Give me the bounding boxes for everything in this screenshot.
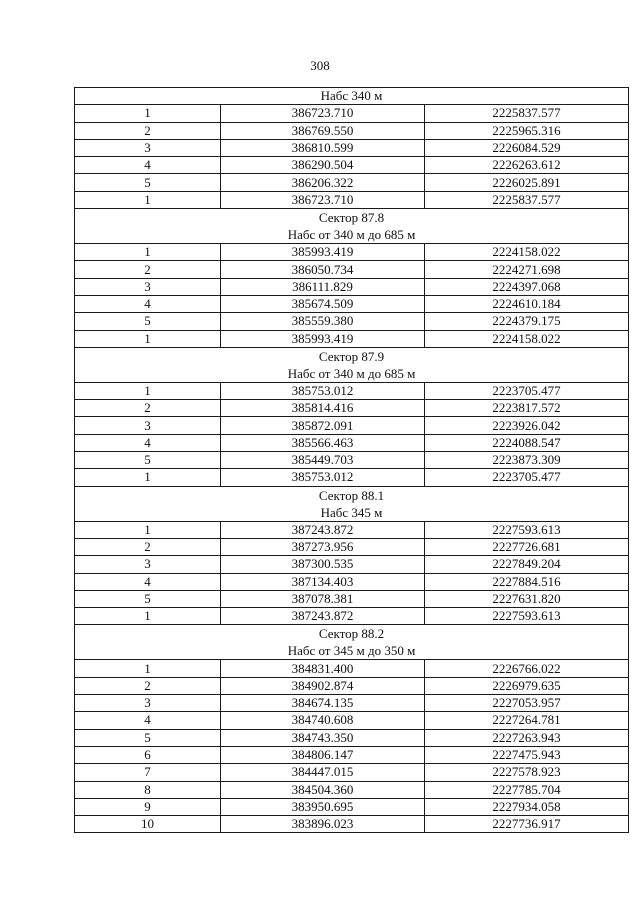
y-coordinate-cell: 2227934.058 <box>425 798 629 815</box>
y-coordinate-cell: 2226025.891 <box>425 174 629 191</box>
table-row <box>75 382 629 399</box>
table-row <box>75 434 629 451</box>
section-title <box>75 347 629 382</box>
point-number-cell: 3 <box>75 417 221 434</box>
table-row <box>75 590 629 607</box>
section-title-line: Набс 345 м <box>320 504 383 520</box>
y-coordinate-cell: 2225837.577 <box>425 105 629 122</box>
point-number-cell: 4 <box>75 434 221 451</box>
point-number-cell: 8 <box>75 781 221 798</box>
section-title-line: Сектор 88.2 <box>318 626 385 642</box>
section-title-line: Набс от 340 м до 685 м <box>287 365 416 381</box>
table-row <box>75 781 629 798</box>
y-coordinate-cell: 2224158.022 <box>425 244 629 261</box>
y-coordinate-cell: 2225965.316 <box>425 122 629 139</box>
x-coordinate-cell: 385753.012 <box>221 469 425 486</box>
section-title-line: Сектор 88.1 <box>318 487 385 503</box>
x-coordinate-cell: 383950.695 <box>221 798 425 815</box>
point-number-cell: 5 <box>75 590 221 607</box>
section-title-line: Набс от 340 м до 685 м <box>287 227 416 243</box>
y-coordinate-cell: 2227593.613 <box>425 608 629 625</box>
x-coordinate-cell: 385674.509 <box>221 295 425 312</box>
table-row <box>75 330 629 347</box>
point-number-cell: 2 <box>75 122 221 139</box>
table-row <box>75 157 629 174</box>
y-coordinate-cell: 2224158.022 <box>425 330 629 347</box>
y-coordinate-cell: 2224397.068 <box>425 278 629 295</box>
table-row <box>75 677 629 694</box>
x-coordinate-cell: 387243.872 <box>221 608 425 625</box>
point-number-cell: 1 <box>75 191 221 208</box>
point-number-cell: 4 <box>75 157 221 174</box>
x-coordinate-cell: 384743.350 <box>221 729 425 746</box>
y-coordinate-cell: 2223926.042 <box>425 417 629 434</box>
point-number-cell: 1 <box>75 382 221 399</box>
table-row <box>75 452 629 469</box>
point-number-cell: 3 <box>75 139 221 156</box>
section-header-row <box>75 209 629 244</box>
section-title <box>75 209 629 244</box>
x-coordinate-cell: 386206.322 <box>221 174 425 191</box>
table-row <box>75 261 629 278</box>
table-row <box>75 712 629 729</box>
section-title-line: Набс 340 м <box>320 88 383 104</box>
x-coordinate-cell: 384806.147 <box>221 746 425 763</box>
y-coordinate-cell: 2227578.923 <box>425 764 629 781</box>
y-coordinate-cell: 2224379.175 <box>425 313 629 330</box>
coordinates-table <box>74 87 629 833</box>
y-coordinate-cell: 2227849.204 <box>425 556 629 573</box>
point-number-cell: 2 <box>75 538 221 555</box>
point-number-cell: 9 <box>75 798 221 815</box>
table-row <box>75 122 629 139</box>
y-coordinate-cell: 2224271.698 <box>425 261 629 278</box>
point-number-cell: 4 <box>75 573 221 590</box>
table-row <box>75 244 629 261</box>
y-coordinate-cell: 2223817.572 <box>425 400 629 417</box>
point-number-cell: 1 <box>75 330 221 347</box>
x-coordinate-cell: 385566.463 <box>221 434 425 451</box>
y-coordinate-cell: 2227593.613 <box>425 521 629 538</box>
x-coordinate-cell: 385814.416 <box>221 400 425 417</box>
point-number-cell: 5 <box>75 174 221 191</box>
table-row <box>75 278 629 295</box>
table-row <box>75 746 629 763</box>
y-coordinate-cell: 2227736.917 <box>425 816 629 833</box>
x-coordinate-cell: 385559.380 <box>221 313 425 330</box>
table-row <box>75 191 629 208</box>
table-row <box>75 139 629 156</box>
x-coordinate-cell: 386290.504 <box>221 157 425 174</box>
table-row <box>75 608 629 625</box>
x-coordinate-cell: 385753.012 <box>221 382 425 399</box>
x-coordinate-cell: 386050.734 <box>221 261 425 278</box>
x-coordinate-cell: 387134.403 <box>221 573 425 590</box>
section-title <box>75 486 629 521</box>
x-coordinate-cell: 384831.400 <box>221 660 425 677</box>
point-number-cell: 7 <box>75 764 221 781</box>
point-number-cell: 5 <box>75 729 221 746</box>
x-coordinate-cell: 384447.015 <box>221 764 425 781</box>
x-coordinate-cell: 385993.419 <box>221 244 425 261</box>
table-row <box>75 556 629 573</box>
x-coordinate-cell: 386769.550 <box>221 122 425 139</box>
section-header-row <box>75 88 629 105</box>
point-number-cell: 2 <box>75 677 221 694</box>
section-title-line: Сектор 87.8 <box>318 210 385 226</box>
y-coordinate-cell: 2226084.529 <box>425 139 629 156</box>
table-row <box>75 400 629 417</box>
table-row <box>75 695 629 712</box>
y-coordinate-cell: 2226979.635 <box>425 677 629 694</box>
point-number-cell: 1 <box>75 521 221 538</box>
coordinates-table-body <box>75 88 629 833</box>
y-coordinate-cell: 2227053.957 <box>425 695 629 712</box>
y-coordinate-cell: 2226263.612 <box>425 157 629 174</box>
y-coordinate-cell: 2227726.681 <box>425 538 629 555</box>
x-coordinate-cell: 386111.829 <box>221 278 425 295</box>
x-coordinate-cell: 386810.599 <box>221 139 425 156</box>
page-number: 308 <box>310 58 330 73</box>
section-title <box>75 625 629 660</box>
y-coordinate-cell: 2223705.477 <box>425 382 629 399</box>
x-coordinate-cell: 387243.872 <box>221 521 425 538</box>
table-row <box>75 417 629 434</box>
table-row <box>75 174 629 191</box>
x-coordinate-cell: 383896.023 <box>221 816 425 833</box>
section-header-row <box>75 625 629 660</box>
point-number-cell: 2 <box>75 261 221 278</box>
point-number-cell: 1 <box>75 244 221 261</box>
x-coordinate-cell: 386723.710 <box>221 191 425 208</box>
point-number-cell: 1 <box>75 608 221 625</box>
x-coordinate-cell: 387078.381 <box>221 590 425 607</box>
section-title <box>75 88 629 105</box>
point-number-cell: 1 <box>75 105 221 122</box>
table-row <box>75 295 629 312</box>
section-header-row <box>75 347 629 382</box>
point-number-cell: 5 <box>75 452 221 469</box>
point-number-cell: 5 <box>75 313 221 330</box>
y-coordinate-cell: 2226766.022 <box>425 660 629 677</box>
y-coordinate-cell: 2227263.943 <box>425 729 629 746</box>
y-coordinate-cell: 2227884.516 <box>425 573 629 590</box>
point-number-cell: 10 <box>75 816 221 833</box>
section-title-line: Набс от 345 м до 350 м <box>287 643 416 659</box>
table-row <box>75 105 629 122</box>
x-coordinate-cell: 385449.703 <box>221 452 425 469</box>
table-row <box>75 573 629 590</box>
point-number-cell: 4 <box>75 295 221 312</box>
table-row <box>75 538 629 555</box>
x-coordinate-cell: 384740.608 <box>221 712 425 729</box>
x-coordinate-cell: 386723.710 <box>221 105 425 122</box>
x-coordinate-cell: 384674.135 <box>221 695 425 712</box>
y-coordinate-cell: 2223873.309 <box>425 452 629 469</box>
table-row <box>75 816 629 833</box>
table-row <box>75 469 629 486</box>
table-row <box>75 729 629 746</box>
x-coordinate-cell: 384504.360 <box>221 781 425 798</box>
y-coordinate-cell: 2223705.477 <box>425 469 629 486</box>
table-row <box>75 313 629 330</box>
section-title-line: Сектор 87.9 <box>318 348 385 364</box>
point-number-cell: 1 <box>75 660 221 677</box>
x-coordinate-cell: 387300.535 <box>221 556 425 573</box>
y-coordinate-cell: 2224088.547 <box>425 434 629 451</box>
table-row <box>75 764 629 781</box>
y-coordinate-cell: 2227475.943 <box>425 746 629 763</box>
y-coordinate-cell: 2227785.704 <box>425 781 629 798</box>
point-number-cell: 1 <box>75 469 221 486</box>
point-number-cell: 4 <box>75 712 221 729</box>
y-coordinate-cell: 2225837.577 <box>425 191 629 208</box>
point-number-cell: 3 <box>75 278 221 295</box>
table-row <box>75 660 629 677</box>
table-row <box>75 798 629 815</box>
section-header-row <box>75 486 629 521</box>
point-number-cell: 3 <box>75 556 221 573</box>
x-coordinate-cell: 385993.419 <box>221 330 425 347</box>
point-number-cell: 3 <box>75 695 221 712</box>
x-coordinate-cell: 384902.874 <box>221 677 425 694</box>
x-coordinate-cell: 385872.091 <box>221 417 425 434</box>
point-number-cell: 6 <box>75 746 221 763</box>
table-row <box>75 521 629 538</box>
point-number-cell: 2 <box>75 400 221 417</box>
y-coordinate-cell: 2227264.781 <box>425 712 629 729</box>
y-coordinate-cell: 2224610.184 <box>425 295 629 312</box>
y-coordinate-cell: 2227631.820 <box>425 590 629 607</box>
x-coordinate-cell: 387273.956 <box>221 538 425 555</box>
